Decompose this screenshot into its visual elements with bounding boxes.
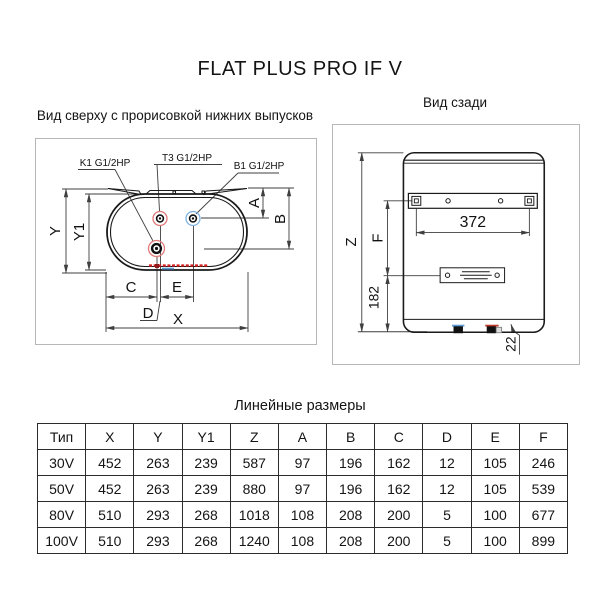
dimension-cell: 105 (471, 476, 519, 502)
top-view-panel (35, 138, 317, 345)
type-cell: 100V (38, 528, 86, 554)
dim-label-y: Y (47, 225, 64, 237)
top-view-drawing (36, 139, 314, 342)
dim-label-182: 182 (365, 285, 382, 310)
dimension-cell: 268 (182, 528, 230, 554)
dim-label-d: D (142, 305, 154, 322)
dimension-cell: 293 (134, 502, 182, 528)
dim-label-x: X (172, 311, 184, 328)
dimension-cell: 1018 (230, 502, 278, 528)
table-row (38, 528, 568, 554)
table-caption: Линейные размеры (234, 398, 366, 414)
dimension-cell: 97 (278, 476, 326, 502)
dimension-cell: 677 (519, 502, 567, 528)
dimension-cell: 162 (375, 450, 423, 476)
dimension-cell: 246 (519, 450, 567, 476)
dimension-cell: 263 (134, 450, 182, 476)
dimension-cell: 5 (423, 528, 471, 554)
rear-view-drawing (333, 125, 577, 362)
column-header: E (471, 424, 519, 450)
dim-label-372: 372 (459, 214, 487, 232)
mounting-bracket (408, 193, 537, 208)
dimension-cell: 12 (423, 450, 471, 476)
page-title: FLAT PLUS PRO IF V (197, 58, 403, 80)
dimension-cell: 239 (182, 450, 230, 476)
dimension-cell: 268 (182, 502, 230, 528)
dim-label-y1: Y1 (71, 222, 88, 242)
port-t3-label: T3 G1/2HP (161, 153, 213, 164)
table-row (38, 502, 568, 528)
column-header: X (86, 424, 134, 450)
port-t3 (153, 212, 167, 226)
rating-plate (440, 268, 504, 283)
type-cell: 30V (38, 450, 86, 476)
dim-label-f: F (370, 233, 387, 243)
dimension-cell: 452 (86, 450, 134, 476)
column-header: C (375, 424, 423, 450)
cold-inlet-fitting (452, 326, 464, 334)
dim-label-b: B (272, 213, 289, 225)
dimension-cell: 108 (278, 528, 326, 554)
dim-label-22: 22 (502, 336, 519, 352)
dim-label-a: A (246, 197, 263, 209)
dimension-cell: 105 (471, 450, 519, 476)
type-cell: 80V (38, 502, 86, 528)
column-header: Y1 (182, 424, 230, 450)
dimension-cell: 899 (519, 528, 567, 554)
dimensions-table (37, 423, 568, 554)
table-row (38, 450, 568, 476)
port-k1-label: K1 G1/2HP (79, 158, 131, 169)
tank-top-outline (107, 189, 247, 271)
column-header: Тип (38, 424, 86, 450)
port-b1 (186, 212, 200, 226)
tank-rear-outline (403, 153, 544, 332)
column-header: A (278, 424, 326, 450)
dimension-cell: 510 (86, 528, 134, 554)
rear-view-dimension-lines (358, 153, 530, 355)
column-header: F (519, 424, 567, 450)
rear-view-panel (332, 124, 580, 365)
dim-label-z: Z (343, 237, 360, 247)
dimension-cell: 200 (375, 502, 423, 528)
table-row (38, 476, 568, 502)
dimension-cell: 452 (86, 476, 134, 502)
dimension-cell: 108 (278, 502, 326, 528)
type-cell: 50V (38, 476, 86, 502)
column-header: Z (230, 424, 278, 450)
dimension-cell: 239 (182, 476, 230, 502)
dimension-cell: 100 (471, 528, 519, 554)
port-b1-label: B1 G1/2HP (233, 161, 285, 172)
dimension-cell: 12 (423, 476, 471, 502)
top-view-caption: Вид сверху с прорисовкой нижних выпусков (36, 108, 314, 123)
dimension-cell: 97 (278, 450, 326, 476)
rear-view-caption: Вид сзади (422, 95, 488, 110)
dimension-cell: 880 (230, 476, 278, 502)
column-header: Y (134, 424, 182, 450)
dimension-cell: 539 (519, 476, 567, 502)
dim-label-c: C (125, 279, 137, 296)
dimension-cell: 5 (423, 502, 471, 528)
dimension-cell: 162 (375, 476, 423, 502)
dimension-cell: 200 (375, 528, 423, 554)
column-header: D (423, 424, 471, 450)
dimension-cell: 208 (327, 528, 375, 554)
dimension-cell: 263 (134, 476, 182, 502)
dimension-cell: 100 (471, 502, 519, 528)
dimension-cell: 1240 (230, 528, 278, 554)
dimension-cell: 587 (230, 450, 278, 476)
hot-outlet-fitting (485, 326, 501, 334)
dimension-cell: 196 (327, 450, 375, 476)
dimension-cell: 196 (327, 476, 375, 502)
header-row (38, 424, 568, 450)
column-header: B (327, 424, 375, 450)
dimension-cell: 293 (134, 528, 182, 554)
dimension-cell: 208 (327, 502, 375, 528)
dimension-cell: 510 (86, 502, 134, 528)
port-k1 (149, 241, 165, 257)
dim-label-e: E (171, 279, 183, 296)
drain-mark (155, 264, 159, 268)
